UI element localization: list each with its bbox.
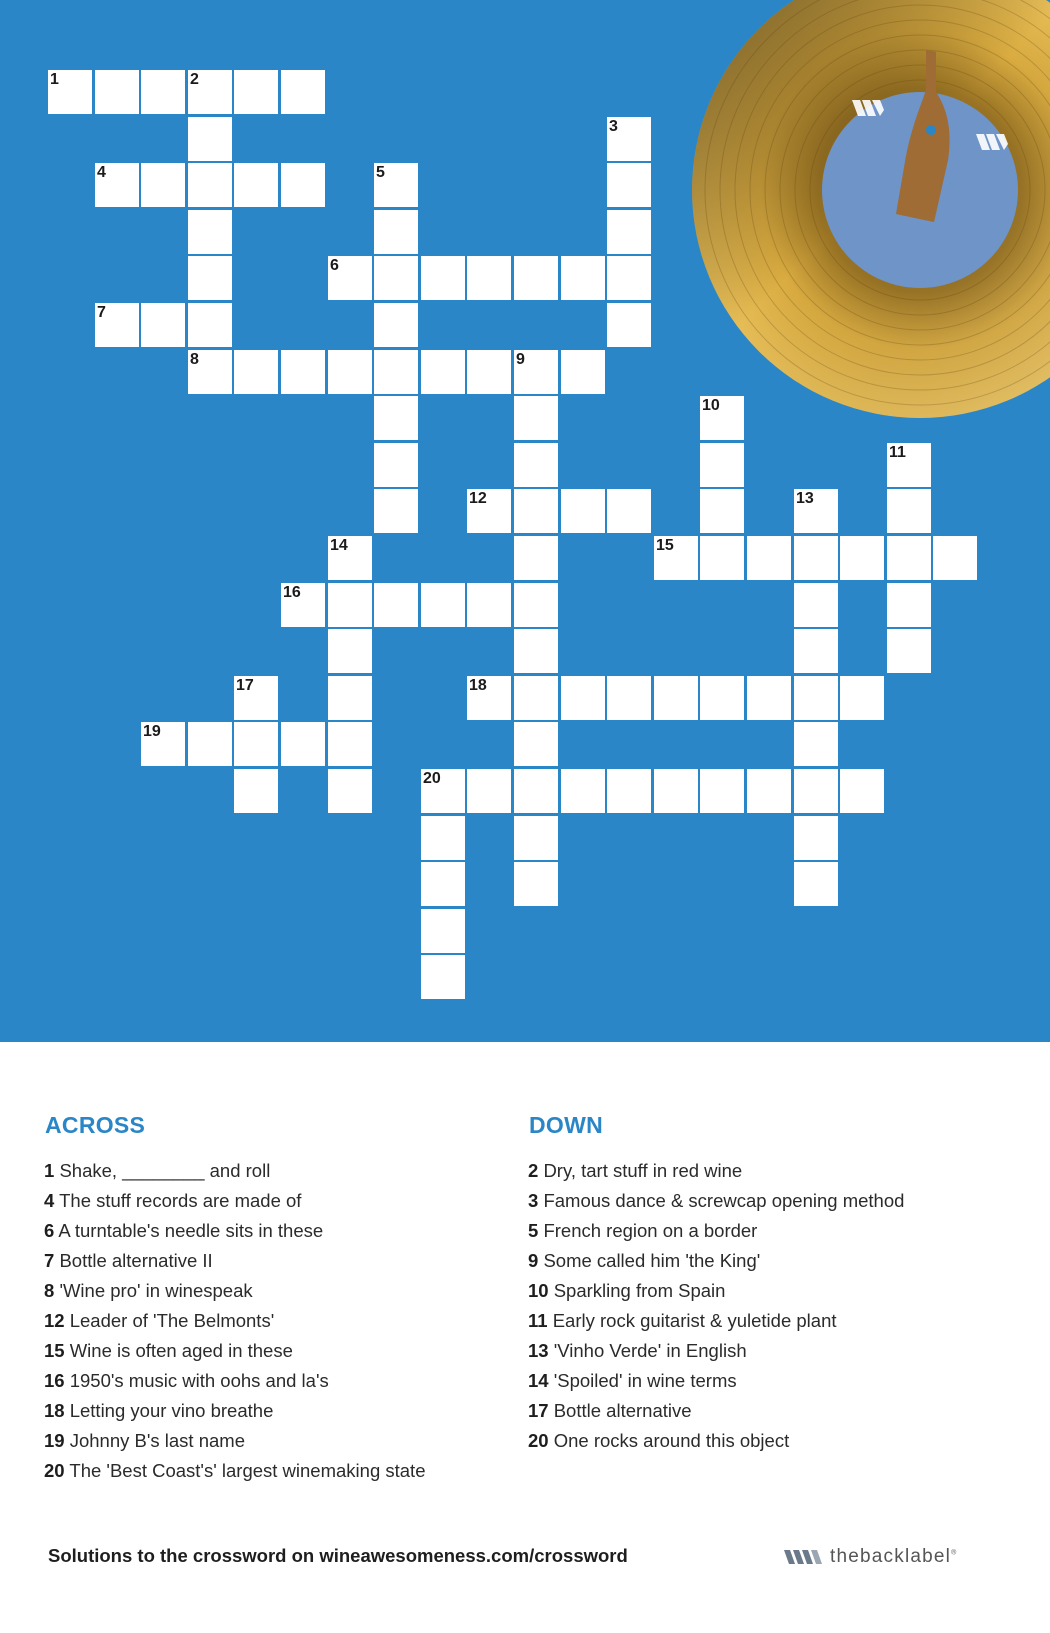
down-clue (528, 1248, 904, 1278)
grid-cell[interactable] (606, 302, 652, 348)
grid-cell[interactable] (886, 442, 932, 488)
grid-cell[interactable] (839, 675, 885, 721)
grid-cell[interactable] (606, 675, 652, 721)
grid-cell[interactable] (47, 69, 93, 115)
clue-text: French region on a border (543, 1220, 758, 1241)
clue-text: 'Wine pro' in winespeak (59, 1280, 253, 1301)
across-heading: ACROSS (45, 1112, 146, 1138)
clue-number: 10 (702, 397, 720, 414)
grid-cell[interactable] (187, 255, 233, 301)
grid-cell[interactable] (466, 582, 512, 628)
grid-cell[interactable] (560, 488, 606, 534)
grid-cell[interactable] (606, 162, 652, 208)
grid-cell[interactable] (793, 535, 839, 581)
grid-cell[interactable] (699, 442, 745, 488)
grid-cell[interactable] (793, 721, 839, 767)
grid-cell[interactable] (606, 209, 652, 255)
clue-text: 'Vinho Verde' in English (553, 1340, 747, 1361)
clue-number: 6 (330, 257, 339, 274)
grid-cell[interactable] (699, 395, 745, 441)
down-clue (528, 1338, 904, 1368)
grid-cell[interactable] (513, 255, 559, 301)
grid-cell[interactable] (373, 395, 419, 441)
grid-cell[interactable] (187, 209, 233, 255)
clue-num: 8 (44, 1280, 55, 1301)
grid-cell[interactable] (373, 162, 419, 208)
grid-cell[interactable] (839, 535, 885, 581)
grid-cell[interactable] (886, 582, 932, 628)
grid-cell[interactable] (513, 861, 559, 907)
clue-num: 13 (528, 1340, 549, 1361)
down-clue (528, 1308, 904, 1338)
grid-cell[interactable] (513, 628, 559, 674)
grid-cell[interactable] (699, 535, 745, 581)
clue-number: 18 (469, 677, 487, 694)
clue-num: 14 (528, 1370, 549, 1391)
clue-number: 12 (469, 490, 487, 507)
grid-cell[interactable] (513, 488, 559, 534)
grid-cell[interactable] (327, 349, 373, 395)
grid-cell[interactable] (699, 488, 745, 534)
grid-cell[interactable] (140, 162, 186, 208)
clue-num: 10 (528, 1280, 549, 1301)
clue-number: 11 (889, 444, 906, 461)
grid-cell[interactable] (513, 535, 559, 581)
clue-num: 5 (528, 1220, 539, 1241)
down-clue (528, 1398, 904, 1428)
grid-cell[interactable] (793, 488, 839, 534)
clue-text: The 'Best Coast's' largest winemaking state (69, 1460, 426, 1481)
grid-cell[interactable] (280, 349, 326, 395)
solutions-text: Solutions to the crossword on wineawesomeness.com/crossword (48, 1545, 628, 1566)
clue-number: 7 (97, 304, 106, 321)
across-clue (44, 1248, 425, 1278)
clue-text: The stuff records are made of (59, 1190, 302, 1211)
grid-cell[interactable] (420, 255, 466, 301)
clue-number: 1 (50, 71, 59, 88)
clue-text: Famous dance & screwcap opening method (543, 1190, 905, 1211)
clue-num: 11 (528, 1310, 548, 1331)
down-clue-list (528, 1158, 904, 1458)
grid-cell[interactable] (373, 442, 419, 488)
grid-cell[interactable] (140, 69, 186, 115)
grid-cell[interactable] (699, 768, 745, 814)
across-clue (44, 1368, 425, 1398)
clue-text: Johnny B's last name (69, 1430, 245, 1451)
grid-cell[interactable] (560, 255, 606, 301)
grid-cell[interactable] (466, 675, 512, 721)
grid-cell[interactable] (793, 582, 839, 628)
grid-cell[interactable] (280, 582, 326, 628)
grid-cell[interactable] (466, 255, 512, 301)
clue-text: 'Spoiled' in wine terms (553, 1370, 737, 1391)
grid-cell[interactable] (187, 116, 233, 162)
grid-cell[interactable] (513, 721, 559, 767)
down-clue (528, 1158, 904, 1188)
grid-cell[interactable] (420, 349, 466, 395)
grid-cell[interactable] (233, 349, 279, 395)
grid-cell[interactable] (606, 488, 652, 534)
grid-cell[interactable] (746, 768, 792, 814)
grid-cell[interactable] (187, 721, 233, 767)
across-clue (44, 1398, 425, 1428)
clue-number: 14 (330, 537, 348, 554)
clue-num: 18 (44, 1400, 65, 1421)
grid-cell[interactable] (513, 768, 559, 814)
grid-cell[interactable] (327, 582, 373, 628)
grid-cell[interactable] (327, 628, 373, 674)
down-clue (528, 1218, 904, 1248)
grid-cell[interactable] (373, 209, 419, 255)
down-heading: DOWN (529, 1112, 604, 1138)
down-clue (528, 1428, 904, 1458)
grid-cell[interactable] (420, 815, 466, 861)
clue-num: 7 (44, 1250, 55, 1271)
clue-number: 2 (190, 71, 199, 88)
clue-number: 20 (423, 770, 441, 787)
across-clue (44, 1278, 425, 1308)
clue-number: 8 (190, 351, 199, 368)
grid-cell[interactable] (932, 535, 978, 581)
across-clue (44, 1158, 425, 1188)
clue-text: Early rock guitarist & yuletide plant (552, 1310, 837, 1331)
grid-cell[interactable] (793, 675, 839, 721)
grid-cell[interactable] (233, 69, 279, 115)
grid-cell[interactable] (327, 535, 373, 581)
clue-num: 3 (528, 1190, 539, 1211)
clue-text: Wine is often aged in these (69, 1340, 293, 1361)
grid-cell[interactable] (466, 488, 512, 534)
grid-cell[interactable] (420, 954, 466, 1000)
grid-cell[interactable] (699, 675, 745, 721)
across-clue (44, 1458, 425, 1488)
grid-cell[interactable] (327, 721, 373, 767)
clue-number: 19 (143, 723, 161, 740)
grid-cell[interactable] (327, 675, 373, 721)
grid-cell[interactable] (466, 768, 512, 814)
grid-cell[interactable] (793, 861, 839, 907)
clue-num: 17 (528, 1400, 549, 1421)
grid-cell[interactable] (420, 582, 466, 628)
grid-cell[interactable] (513, 395, 559, 441)
clue-text: Letting your vino breathe (69, 1400, 274, 1421)
grid-cell[interactable] (327, 768, 373, 814)
clue-number: 15 (656, 537, 674, 554)
brand-name: thebacklabel® (830, 1546, 958, 1567)
grid-cell[interactable] (793, 768, 839, 814)
grid-cell[interactable] (420, 861, 466, 907)
across-clue-list (44, 1158, 425, 1488)
clue-text: One rocks around this object (553, 1430, 790, 1451)
clue-number: 3 (609, 118, 618, 135)
grid-cell[interactable] (466, 349, 512, 395)
grid-cell[interactable] (373, 582, 419, 628)
clue-text: Bottle alternative II (59, 1250, 213, 1271)
clue-num: 4 (44, 1190, 55, 1211)
grid-cell[interactable] (327, 255, 373, 301)
clue-text: 1950's music with oohs and la's (69, 1370, 329, 1391)
grid-cell[interactable] (280, 721, 326, 767)
grid-cell[interactable] (886, 628, 932, 674)
grid-cell[interactable] (140, 302, 186, 348)
clue-text: Dry, tart stuff in red wine (543, 1160, 743, 1181)
wa-logo-icon (784, 1548, 822, 1566)
grid-cell[interactable] (513, 582, 559, 628)
grid-cell[interactable] (560, 675, 606, 721)
clue-text: Some called him 'the King' (543, 1250, 761, 1271)
clue-text: Leader of 'The Belmonts' (69, 1310, 275, 1331)
grid-cell[interactable] (606, 768, 652, 814)
brand-logo (784, 1544, 957, 1570)
clue-text: Sparkling from Spain (553, 1280, 726, 1301)
clue-number: 17 (236, 677, 254, 694)
grid-cell[interactable] (513, 442, 559, 488)
grid-cell[interactable] (606, 116, 652, 162)
clue-num: 19 (44, 1430, 65, 1451)
clue-num: 20 (44, 1460, 65, 1481)
grid-cell[interactable] (373, 302, 419, 348)
grid-cell[interactable] (653, 675, 699, 721)
grid-cell[interactable] (886, 488, 932, 534)
grid-cell[interactable] (560, 349, 606, 395)
grid-cell[interactable] (187, 69, 233, 115)
grid-cell[interactable] (280, 69, 326, 115)
across-clue (44, 1188, 425, 1218)
grid-cell[interactable] (233, 768, 279, 814)
grid-cell[interactable] (653, 535, 699, 581)
gold-record-image (690, 0, 1050, 420)
grid-cell[interactable] (513, 349, 559, 395)
grid-cell[interactable] (746, 675, 792, 721)
grid-cell[interactable] (420, 908, 466, 954)
grid-cell[interactable] (839, 768, 885, 814)
clue-number: 16 (283, 584, 301, 601)
grid-cell[interactable] (560, 768, 606, 814)
clue-num: 9 (528, 1250, 539, 1271)
clue-num: 20 (528, 1430, 549, 1451)
grid-cell[interactable] (187, 302, 233, 348)
grid-cell[interactable] (606, 255, 652, 301)
across-clue (44, 1428, 425, 1458)
grid-cell[interactable] (793, 815, 839, 861)
grid-cell[interactable] (187, 349, 233, 395)
grid-cell[interactable] (94, 162, 140, 208)
grid-cell[interactable] (233, 675, 279, 721)
clue-number: 4 (97, 164, 106, 181)
clue-num: 6 (44, 1220, 55, 1241)
grid-cell[interactable] (513, 675, 559, 721)
clue-number: 5 (376, 164, 385, 181)
clue-num: 15 (44, 1340, 65, 1361)
grid-cell[interactable] (420, 768, 466, 814)
clue-num: 16 (44, 1370, 65, 1391)
grid-cell[interactable] (793, 628, 839, 674)
grid-cell[interactable] (280, 162, 326, 208)
clue-text: Bottle alternative (553, 1400, 692, 1421)
grid-cell[interactable] (373, 255, 419, 301)
grid-cell[interactable] (373, 488, 419, 534)
down-clue (528, 1278, 904, 1308)
clue-num: 12 (44, 1310, 65, 1331)
grid-cell[interactable] (187, 162, 233, 208)
grid-cell[interactable] (233, 162, 279, 208)
grid-cell[interactable] (233, 721, 279, 767)
down-clue (528, 1188, 904, 1218)
across-clue (44, 1338, 425, 1368)
clue-text: Shake, ________ and roll (59, 1160, 271, 1181)
grid-cell[interactable] (140, 721, 186, 767)
grid-cell[interactable] (94, 302, 140, 348)
clue-num: 2 (528, 1160, 539, 1181)
clue-text: A turntable's needle sits in these (58, 1220, 324, 1241)
grid-cell[interactable] (513, 815, 559, 861)
grid-cell[interactable] (373, 349, 419, 395)
grid-cell[interactable] (746, 535, 792, 581)
grid-cell[interactable] (94, 69, 140, 115)
across-clue (44, 1308, 425, 1338)
clue-number: 9 (516, 351, 525, 368)
grid-cell[interactable] (886, 535, 932, 581)
clue-num: 1 (44, 1160, 55, 1181)
clue-number: 13 (796, 490, 814, 507)
across-clue (44, 1218, 425, 1248)
grid-cell[interactable] (653, 768, 699, 814)
down-clue (528, 1368, 904, 1398)
